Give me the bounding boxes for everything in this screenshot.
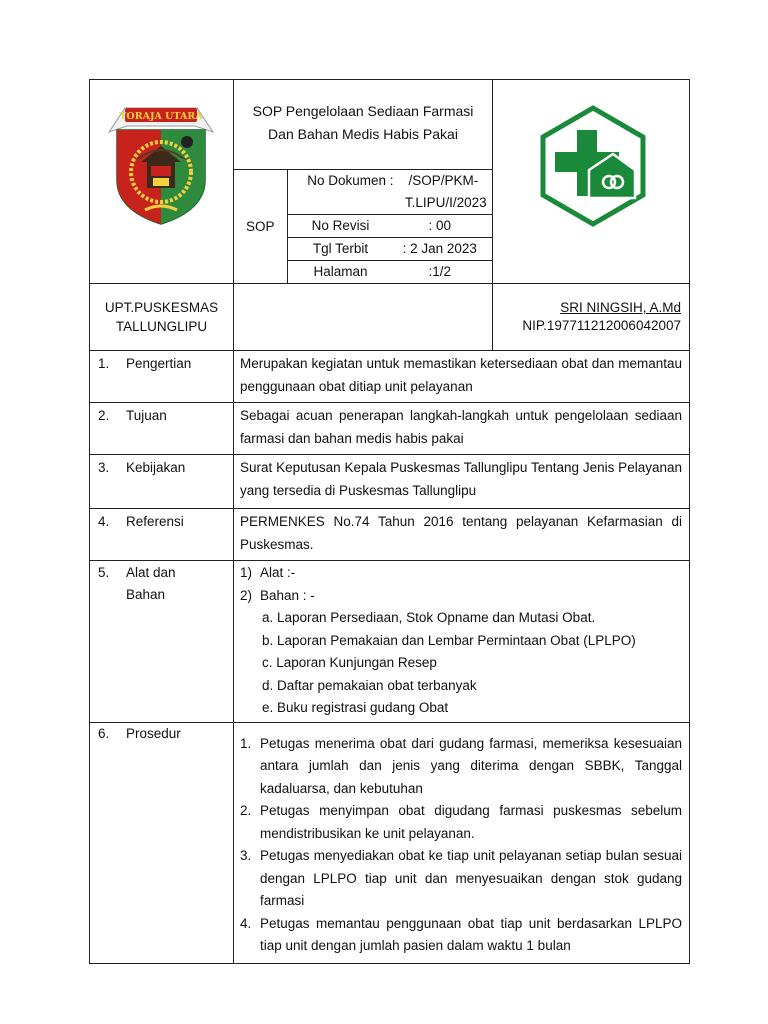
section-label-prosedur <box>90 722 234 963</box>
sub-list-item: e. Buku registrasi gudang Obat <box>262 700 449 715</box>
signatory-name: SRI NINGSIH, A.Md <box>560 300 681 315</box>
section-label: Pengertian <box>126 356 192 371</box>
signatory-nip: NIP.197711212006042007 <box>522 318 681 333</box>
list-item <box>240 562 682 585</box>
section-text: Surat Keputusan Kepala Puskesmas Tallunglipu Tentang Jenis Pelayanan yang tersedia di Puskesmas Tallunglipu <box>240 460 682 498</box>
doc-info-table <box>234 169 492 283</box>
unit-line-2: TALLUNGLIPU <box>115 319 208 334</box>
section-content-pengertian <box>234 351 690 403</box>
page-value: :1/2 <box>428 264 452 279</box>
section-label: Prosedur <box>126 725 181 741</box>
logo-banner-text: TORAJA UTARA <box>119 111 203 122</box>
sop-document <box>89 79 689 964</box>
step-number: 1. <box>240 735 252 751</box>
doc-number-label: No Dokumen : <box>307 173 394 188</box>
issue-date-row <box>287 238 492 261</box>
procedure-step <box>240 913 682 958</box>
section-number: 4. <box>98 514 110 529</box>
section-content-kebijakan <box>234 455 690 509</box>
sub-list-item: c. Laporan Kunjungan Resep <box>262 655 437 670</box>
section-content-referensi <box>234 509 690 561</box>
regency-coat-of-arms-icon <box>105 102 217 226</box>
procedure-step <box>240 845 682 913</box>
section-text: Sebagai acuan penerapan langkah-langkah untuk pengelolaan sediaan farmasi dan bahan medis habis pakai <box>240 408 682 446</box>
sop-table <box>89 79 690 964</box>
title-line-1: SOP Pengelolaan Sediaan Farmasi <box>252 103 474 119</box>
issue-date-label: Tgl Terbit <box>312 241 369 256</box>
section-text: Merupakan kegiatan untuk memastikan ketersediaan obat dan memantau penggunaan obat ditiap unit pelayanan <box>240 356 682 394</box>
section-label: Tujuan <box>126 408 167 423</box>
section-number: 3. <box>98 460 110 475</box>
revision-value: : 00 <box>428 218 452 233</box>
unit-line-1: UPT.PUSKESMAS <box>104 300 219 315</box>
signatory-cell <box>493 284 690 351</box>
sop-title <box>234 80 492 169</box>
section-text: PERMENKES No.74 Tahun 2016 tentang pelayanan Kefarmasian di Puskesmas. <box>240 514 682 552</box>
step-text: Petugas menyimpan obat digudang farmasi puskesmas sebelum mendistribusikan ke unit pelayanan. <box>260 803 682 841</box>
step-number: 3. <box>240 848 252 863</box>
section-label-alat <box>90 561 234 723</box>
section-label-referensi <box>90 509 234 561</box>
step-number: 2. <box>240 803 252 818</box>
step-text: Petugas memantau penggunaan obat tiap unit berdasarkan LPLPO tiap unit dengan jumlah pasien dalam waktu 1 bulan <box>260 915 682 953</box>
alat-bahan-list <box>234 561 689 722</box>
section-label-line-2: Bahan <box>126 587 166 602</box>
procedure-step <box>240 733 682 801</box>
doc-number-value-2: T.LIPU/I/2023 <box>404 195 487 210</box>
sub-list-item: d. Daftar pemakaian obat terbanyak <box>262 677 477 693</box>
sub-list-item: a. Laporan Persediaan, Stok Opname dan Mutasi Obat. <box>262 610 596 625</box>
page-label: Halaman <box>313 264 368 279</box>
step-number: 4. <box>240 915 252 931</box>
section-number: 6. <box>98 725 110 741</box>
doc-number-value-1: /SOP/PKM- <box>408 173 479 188</box>
section-number: 2. <box>98 408 110 423</box>
list-marker: 1) <box>240 565 253 580</box>
list-text: Bahan : - <box>260 587 315 603</box>
section-number: 1. <box>98 356 110 371</box>
list-text: Alat :- <box>260 565 296 580</box>
doc-number-row <box>287 170 492 215</box>
puskesmas-logo-icon <box>537 104 649 228</box>
revision-row <box>287 215 492 238</box>
revision-label: No Revisi <box>311 218 370 233</box>
regency-logo-cell <box>90 80 234 284</box>
section-label-pengertian <box>90 351 234 403</box>
section-content-tujuan <box>234 403 690 455</box>
section-label: Kebijakan <box>126 460 186 475</box>
list-item <box>240 585 682 608</box>
list-marker: 2) <box>240 587 253 603</box>
step-text: Petugas menyediakan obat ke tiap unit pelayanan setiap bulan sesuai dengan LPLPO tiap unit dan menyesuaikan dengan stok gudang farmasi <box>260 848 682 908</box>
sop-label: SOP <box>234 170 287 284</box>
section-label-tujuan <box>90 403 234 455</box>
section-label-kebijakan <box>90 455 234 509</box>
section-content-alat <box>234 561 690 723</box>
issue-date-value: : 2 Jan 2023 <box>402 241 477 256</box>
puskesmas-logo-cell <box>493 80 690 284</box>
section-number: 5. <box>98 565 110 580</box>
unit-cell <box>90 284 234 351</box>
section-label-line-1: Alat dan <box>126 565 176 580</box>
title-line-2: Dan Bahan Medis Habis Pakai <box>268 126 458 142</box>
procedure-step <box>240 800 682 845</box>
step-text: Petugas menerima obat dari gudang farmasi, memeriksa kesesuaian antara jumlah dan jenis yang diterima dengan SBBK, Tanggal kadaluarsa, dan kebutuhan <box>260 735 682 796</box>
section-content-prosedur <box>234 722 690 963</box>
sub-list-item: b. Laporan Pemakaian dan Lembar Permintaan Obat (LPLPO) <box>262 632 636 648</box>
section-label: Referensi <box>126 514 184 529</box>
blank-cell <box>234 284 493 351</box>
page-row <box>287 261 492 284</box>
procedure-list <box>234 723 689 962</box>
title-cell <box>234 80 493 284</box>
